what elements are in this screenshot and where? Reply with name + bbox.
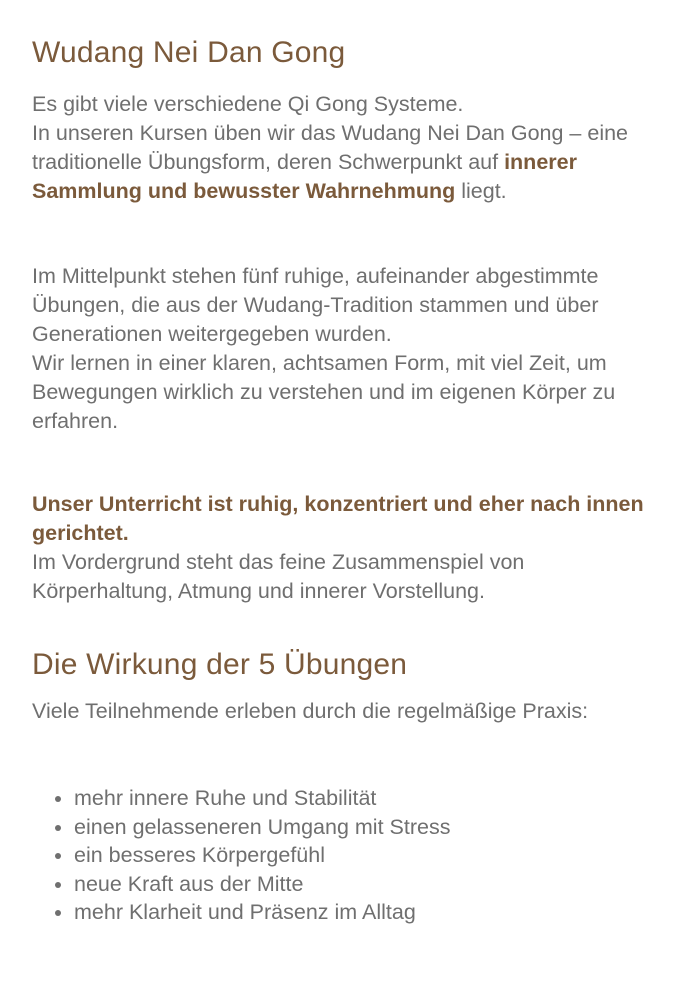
list-item: • einen gelasseneren Umgang mit Stress bbox=[74, 813, 450, 842]
exercises-line-1: Im Mittelpunkt stehen fünf ruhige, aufeinander abgestimmte Übungen, die aus der Wudang-Tradition stammen und über Generationen weitergegeben wurden. bbox=[32, 264, 599, 346]
intro-highlight: innerer Sammlung und bewusster Wahrnehmung bbox=[32, 150, 577, 203]
list-item: • ein besseres Körpergefühl bbox=[74, 841, 450, 870]
intro-text-a: In unseren Kursen üben wir das Wudang Nei Dan Gong – eine traditionelle Übungsform, deren Schwerpunkt auf bbox=[32, 121, 629, 174]
teaching-paragraph bbox=[32, 490, 658, 606]
intro-paragraph bbox=[32, 90, 658, 206]
exercises-line-2: Wir lernen in einer klaren, achtsamen Form, mit viel Zeit, um Bewegungen wirklich zu verstehen und im eigenen Körper zu erfahren. bbox=[32, 351, 616, 433]
exercises-paragraph bbox=[32, 262, 658, 436]
list-item: • mehr Klarheit und Präsenz im Alltag bbox=[74, 898, 450, 927]
list-item: • mehr innere Ruhe und Stabilität bbox=[74, 784, 450, 813]
teaching-text: Im Vordergrund steht das feine Zusammenspiel von Körperhaltung, Atmung und innerer Vorstellung. bbox=[32, 550, 525, 603]
intro-text-b: liegt. bbox=[455, 179, 507, 203]
effects-intro: Viele Teilnehmende erleben durch die regelmäßige Praxis: bbox=[32, 699, 589, 723]
list-item: • neue Kraft aus der Mitte bbox=[74, 870, 450, 899]
intro-line: Es gibt viele verschiedene Qi Gong Systeme. bbox=[32, 92, 464, 116]
section-title-wudang: Wudang Nei Dan Gong bbox=[32, 36, 346, 69]
teaching-highlight: Unser Unterricht ist ruhig, konzentriert und eher nach innen gerichtet. bbox=[32, 492, 644, 545]
effects-list bbox=[32, 784, 450, 927]
section-title-wirkung: Die Wirkung der 5 Übungen bbox=[32, 648, 408, 681]
